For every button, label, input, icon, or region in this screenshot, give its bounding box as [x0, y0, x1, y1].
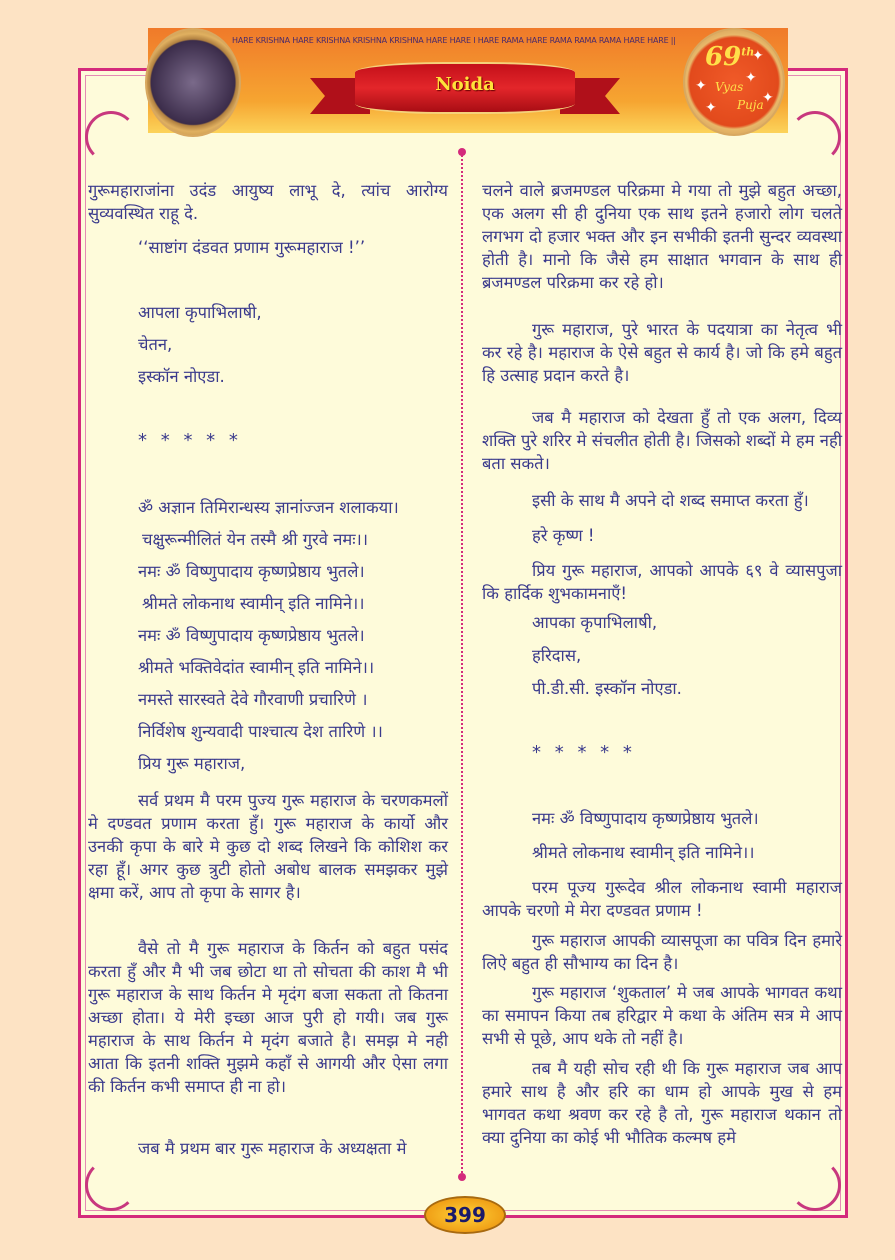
signature-name: हरिदास, — [532, 646, 582, 665]
signature-org: पी.डी.सी. इस्कॉन नोएडा. — [532, 679, 682, 698]
divider-dot — [458, 1173, 466, 1181]
verse-line: श्रीमते भक्तिवेदांत स्वामीन् इति नामिने।। — [138, 658, 375, 677]
section-separator: * * * * * — [532, 742, 636, 763]
corner-ornament — [789, 111, 841, 163]
mantra-text: HARE KRISHNA HARE KRISHNA KRISHNA KRISHNA HARE HARE I HARE RAMA HARE RAMA RAMA RAMA HARE HARE || — [232, 36, 676, 45]
star-icon: ✦ — [762, 90, 774, 106]
page-title: Noida — [435, 74, 495, 95]
paragraph: जब मै प्रथम बार गुरू महाराज के अध्यक्षता मे — [138, 1139, 407, 1158]
paragraph: परम पूज्य गुरूदेव श्रील लोकनाथ स्वामी महाराज आपके चरणो मे मेरा दण्डवत प्रणाम ! — [482, 878, 842, 920]
verse-line: निर्विशेष शुन्यवादी पाश्चात्य देश तारिणे ।। — [138, 722, 383, 741]
signature-line: आपका कृपाभिलाषी, — [532, 613, 658, 632]
verse-line: नमः ॐ विष्णुपादाय कृष्णप्रेष्ठाय भुतले। — [532, 809, 759, 828]
page-number: 399 — [424, 1196, 506, 1234]
quote: ‘‘साष्टांग दंडवत प्रणाम गुरूमहाराज !’’ — [138, 238, 366, 257]
star-icon: ✦ — [752, 48, 764, 64]
greeting: हरे कृष्ण ! — [532, 526, 595, 545]
corner-ornament — [85, 1159, 137, 1211]
deity-image — [145, 28, 241, 137]
paragraph: जब मै महाराज को देखता हुँ तो एक अलग, दिव्य शक्ति पुरे शरिर मे संचलीत होती है। जिसको शब्दों मे हम नही बता सकते। — [482, 408, 842, 473]
signature-name: चेतन, — [138, 335, 173, 354]
verse-line: नमस्ते सारस्वते देवे गौरवाणी प्रचारिणे । — [138, 690, 368, 709]
signature-org: इस्कॉन नोएडा. — [138, 367, 225, 386]
paragraph: प्रिय गुरू महाराज, आपको आपके ६९ वे व्यासपुजा कि हार्दिक शुभकामनाएँ! — [482, 561, 842, 603]
star-icon: ✦ — [705, 100, 717, 116]
verse-line: नमः ॐ विष्णुपादाय कृष्णप्रेष्ठाय भुतले। — [138, 562, 365, 581]
section-separator: * * * * * — [138, 430, 242, 451]
verse-line: चक्षुरून्मीलितं येन तस्मै श्री गुरवे नमः।। — [142, 530, 369, 549]
corner-ornament — [85, 111, 137, 163]
paragraph: गुरू महाराज ‘शुकताल’ मे जब आपके भागवत कथा का समापन किया तब हरिद्वार मे कथा के अंतिम सत्र मे आप सभी से पूछे, आप थके तो नहीं है। — [482, 983, 842, 1048]
paragraph: इसी के साथ मै अपने दो शब्द समाप्त करता हुँ। — [532, 491, 809, 510]
corner-ornament — [789, 1159, 841, 1211]
paragraph: सर्व प्रथम मै परम पुज्य गुरू महाराज के चरणकमलों मे दण्डवत प्रणाम करता हुँ। गुरू महाराज के कार्यो और उनकी कृपा के बारे मे कुछ दो शब्द लिखने कि कोशिश कर रहा हूँ। अगर कुछ त्रुटी होतो अबोध बालक समझकर मुझे क्षमा करें, आप तो कृपा के सागर है। — [88, 791, 448, 902]
paragraph: वैसे तो मै गुरू महाराज के किर्तन को बहुत पसंद करता हुँ और मै भी जब छोटा था तो सोचता की काश मै भी गुरू महाराज के साथ किर्तन मे मृदंग बजा सकता तो कितना अच्छा होता। ये मेरी इच्छा आज पुरी हो गयी। जब गुरू महाराज के साथ किर्तन मे मृदंग बजाते है। समझ मे नही आता कि इतनी शक्ति मुझमे कहाँ से आगयी और ऐसा लगा की किर्तन कभी समाप्त ही ना हो। — [88, 939, 448, 1096]
badge-vyas: Vyas — [715, 80, 744, 94]
badge-puja: Puja — [737, 98, 764, 112]
salutation: प्रिय गुरू महाराज, — [138, 754, 246, 773]
paragraph: तब मै यही सोच रही थी कि गुरू महाराज जब आप हमारे साथ है और हरि का धाम हो आपके मुख से हम भागवत कथा श्रवण कर रहे है तो, गुरू महाराज थकान तो क्या दुनिया का कोई भी भौतिक कल्मष हमे — [482, 1059, 842, 1147]
paragraph: गुरूमहाराजांना उदंड आयुष्य लाभू दे, त्यांच आरोग्य सुव्यवस्थित राहू दे. — [88, 181, 448, 223]
star-icon: ✦ — [695, 78, 707, 94]
verse-line: ॐ अज्ञान तिमिरान्धस्य ज्ञानांज्जन शलाकया। — [138, 498, 399, 517]
verse-line: नमः ॐ विष्णुपादाय कृष्णप्रेष्ठाय भुतले। — [138, 626, 365, 645]
divider-dot — [458, 148, 466, 156]
column-divider — [461, 152, 463, 1177]
paragraph: गुरू महाराज आपकी व्यासपूजा का पवित्र दिन हमारे लिऐ बहुत ही सौभाग्य का दिन है। — [482, 931, 842, 973]
signature-line: आपला कृपाभिलाषी, — [138, 303, 262, 322]
badge-number: 69th — [705, 42, 755, 72]
star-icon: ✦ — [745, 70, 757, 86]
paragraph: चलने वाले ब्रजमण्डल परिक्रमा मे गया तो मुझे बहुत अच्छा, एक अलग सी ही दुनिया एक साथ इतने हजारो लोग चलते लगभग दो हजार भक्त और इन सभीकी इतनी सुन्दर व्यवस्था होती है। मानो कि जैसे हम साक्षात भगवान के साथ ही ब्रजमण्डल परिक्रमा कर रहे हो। — [482, 181, 842, 292]
paragraph: गुरू महाराज, पुरे भारत के पदयात्रा का नेतृत्व भी कर रहे है। महाराज के ऐसे बहुत से कार्य है। जो कि हमे बहुत हि उत्साह प्रदान करते है। — [482, 320, 842, 385]
verse-line: श्रीमते लोकनाथ स्वामीन् इति नामिने।। — [142, 594, 365, 613]
verse-line: श्रीमते लोकनाथ स्वामीन् इति नामिने।। — [532, 843, 755, 862]
